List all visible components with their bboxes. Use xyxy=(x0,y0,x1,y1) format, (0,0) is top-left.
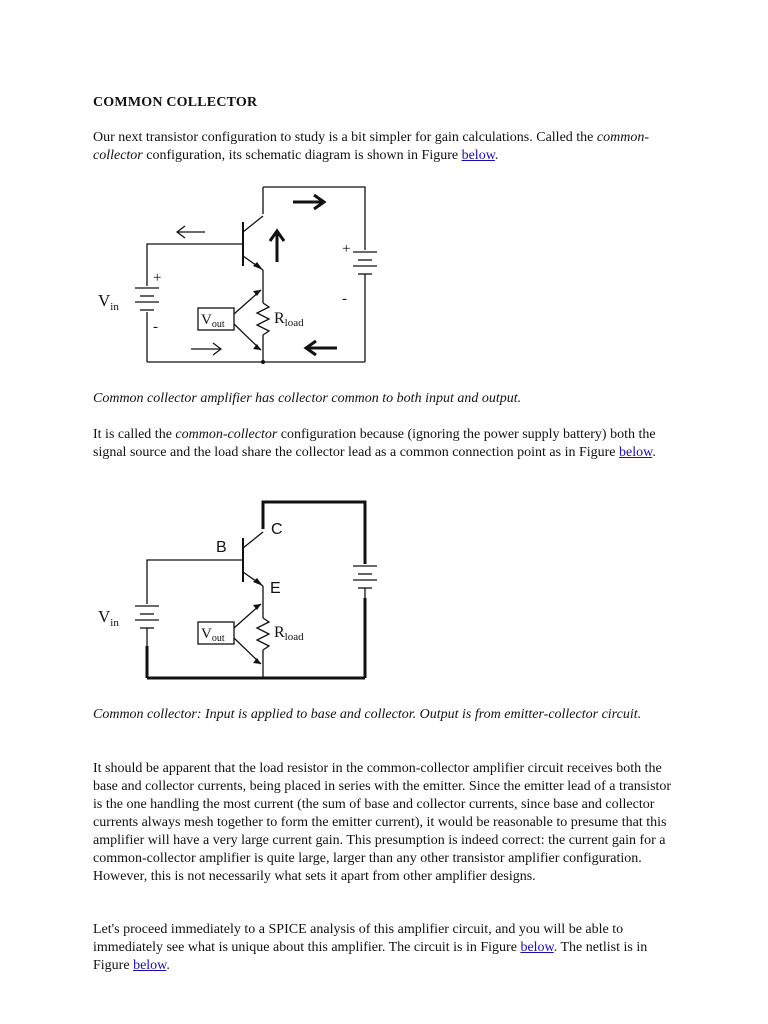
section-heading: COMMON COLLECTOR xyxy=(93,95,258,110)
paragraph-intro xyxy=(93,129,683,165)
text-span: configuration, its schematic diagram is shown in Figure xyxy=(142,148,462,163)
text-span: . xyxy=(494,148,499,163)
figure-common-collector-currents xyxy=(93,178,393,373)
text-span: Let's proceed immediately to a SPICE analysis of this amplifier circuit, and you will be able to immediately see what is unique about this amplifier. The circuit is in Figure xyxy=(93,922,624,955)
battery-minus-right: - xyxy=(342,291,347,307)
emphasis-term: common-collector xyxy=(175,427,278,442)
figure-caption-1: Common collector amplifier has collector common to both input and output. xyxy=(93,391,522,406)
collector-label: C xyxy=(271,521,283,538)
battery-plus-left: + xyxy=(153,270,162,286)
figure-common-collector-terminals xyxy=(93,494,393,684)
figure-link-below[interactable]: below xyxy=(520,940,554,955)
paragraph-spice xyxy=(93,921,683,975)
paragraph-current-gain: It should be apparent that the load resistor in the common-collector amplifier circuit receives both the base and collector currents, being placed in series with the emitter. Since the emitter lead of a transistor is the one handling the most current (the sum of base and collector currents, since base and collector currents always mesh together to form the emitter current), it would be reasonable to presume that this amplifier will have a very large current gain. This presumption is indeed correct: the current gain for a common-collector amplifier is quite large, larger than any other transistor amplifier configuration. However, this is not necessarily what sets it apart from other amplifier designs. xyxy=(93,761,672,884)
vin-label: $V_{in}$ xyxy=(98,607,119,629)
rload-label: Rload xyxy=(274,624,304,643)
rload-label: Rload xyxy=(274,310,304,329)
battery-plus-right: + xyxy=(342,241,351,257)
text-span: It is called the xyxy=(93,427,176,442)
paragraph-explanation xyxy=(93,426,683,462)
vout-label: $V_{out}$ xyxy=(201,312,225,330)
vin-label: $V_{in}$ xyxy=(98,291,119,313)
vout-label: $V_{out}$ xyxy=(201,626,225,644)
text-span: . xyxy=(652,445,656,460)
emphasis-term: common-collector xyxy=(93,130,649,163)
text-span: configuration because (ignoring the power supply battery) both the signal source and the load share the collector lead as a common connection point as in Figure xyxy=(93,427,656,460)
figure-link-below[interactable]: below xyxy=(619,445,653,460)
text-span: . xyxy=(166,958,170,973)
text-span: Our next transistor configuration to study is a bit simpler for gain calculations. Called the xyxy=(93,130,597,145)
emitter-label: E xyxy=(270,580,281,597)
figure-caption-2: Common collector: Input is applied to base and collector. Output is from emitter-collector circuit. xyxy=(93,707,642,722)
base-label: B xyxy=(216,539,227,556)
battery-minus-left: - xyxy=(153,319,158,335)
figure-link-below[interactable]: below xyxy=(133,958,167,973)
figure-link-below[interactable]: below xyxy=(461,148,495,163)
text-span: . The netlist is in Figure xyxy=(93,940,648,973)
